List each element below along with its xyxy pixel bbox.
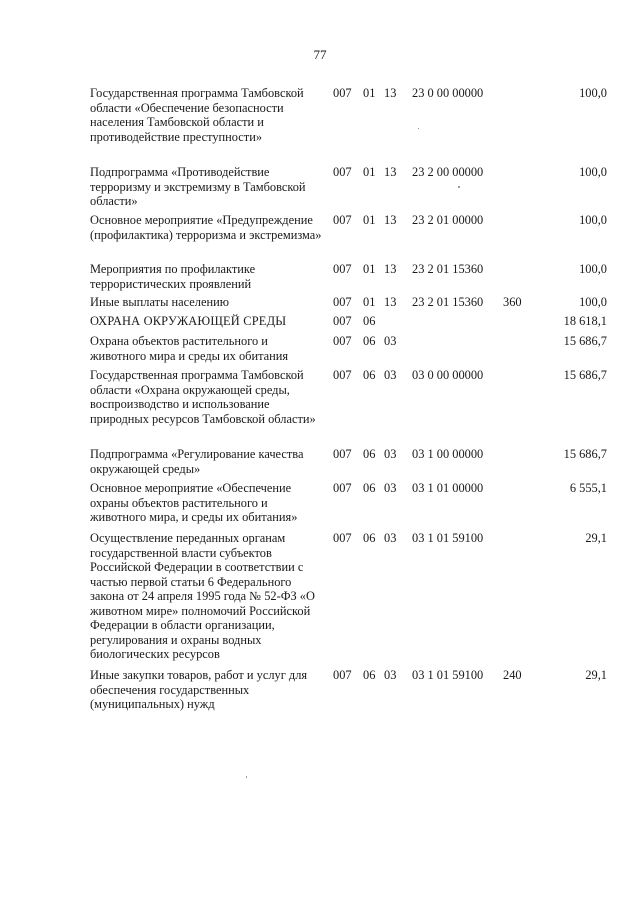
item-name: Подпрограмма «Противодействие терроризму и экстремизму в Тамбовской области» xyxy=(90,165,306,208)
subsection-code: 13 xyxy=(384,262,397,276)
section-code: 06 xyxy=(363,334,376,348)
item-name: Основное мероприятие «Обеспечение охраны объектов растительного и животного мира, и среды их обитания» xyxy=(90,481,298,524)
subsection-code: 03 xyxy=(384,368,397,382)
section-code: 01 xyxy=(363,262,376,276)
amount: 100,0 xyxy=(579,165,607,179)
subsection-code: 13 xyxy=(384,165,397,179)
amount: 100,0 xyxy=(579,295,607,309)
subsection-code: 03 xyxy=(384,334,397,348)
amount: 100,0 xyxy=(579,86,607,100)
subsection-code: 03 xyxy=(384,447,397,461)
ministry-code: 007 xyxy=(333,213,352,227)
section-code: 01 xyxy=(363,213,376,227)
ministry-code: 007 xyxy=(333,481,352,495)
amount: 100,0 xyxy=(579,213,607,227)
section-code: 01 xyxy=(363,165,376,179)
amount: 15 686,7 xyxy=(563,447,607,461)
ministry-code: 007 xyxy=(333,295,352,309)
subsection-code: 13 xyxy=(384,213,397,227)
section-code: 06 xyxy=(363,314,376,328)
ministry-code: 007 xyxy=(333,531,352,545)
section-code: 06 xyxy=(363,481,376,495)
expense-type-code: 240 xyxy=(503,668,522,682)
subsection-code: 03 xyxy=(384,531,397,545)
section-code: 06 xyxy=(363,531,376,545)
ministry-code: 007 xyxy=(333,262,352,276)
item-name: Основное мероприятие «Предупреждение (профилактика) терроризма и экстремизма» xyxy=(90,213,322,242)
target-article-code: 23 2 00 00000 xyxy=(412,165,484,179)
amount: 29,1 xyxy=(585,668,607,682)
ministry-code: 007 xyxy=(333,447,352,461)
amount: 15 686,7 xyxy=(563,334,607,348)
target-article-code: 03 0 00 00000 xyxy=(412,368,484,382)
amount: 29,1 xyxy=(585,531,607,545)
item-name: Иные закупки товаров, работ и услуг для обеспечения государственных (муниципальных) нужд xyxy=(90,668,308,711)
item-name: Иные выплаты населению xyxy=(90,295,229,309)
subsection-code: 13 xyxy=(384,295,397,309)
target-article-code: 23 2 01 15360 xyxy=(412,295,484,309)
scan-speck xyxy=(418,128,419,129)
section-code: 06 xyxy=(363,668,376,682)
amount: 6 555,1 xyxy=(569,481,607,495)
subsection-code: 03 xyxy=(384,481,397,495)
expense-type-code: 360 xyxy=(503,295,522,309)
subsection-code: 13 xyxy=(384,86,397,100)
ministry-code: 007 xyxy=(333,165,352,179)
amount: 18 618,1 xyxy=(563,314,607,328)
section-heading: ОХРАНА ОКРУЖАЮЩЕЙ СРЕДЫ xyxy=(90,314,287,328)
subsection-code: 03 xyxy=(384,668,397,682)
scan-speck xyxy=(458,186,460,188)
ministry-code: 007 xyxy=(333,334,352,348)
section-code: 01 xyxy=(363,86,376,100)
section-code: 01 xyxy=(363,295,376,309)
ministry-code: 007 xyxy=(333,314,352,328)
target-article-code: 23 0 00 00000 xyxy=(412,86,484,100)
target-article-code: 23 2 01 15360 xyxy=(412,262,484,276)
item-name: Государственная программа Тамбовской области «Обеспечение безопасности населения Тамбовской области и противодействие преступности» xyxy=(90,86,304,144)
target-article-code: 03 1 00 00000 xyxy=(412,447,484,461)
amount: 100,0 xyxy=(579,262,607,276)
section-code: 06 xyxy=(363,368,376,382)
item-name: Подпрограмма «Регулирование качества окружающей среды» xyxy=(90,447,304,476)
item-name: Государственная программа Тамбовской области «Охрана окружающей среды, воспроизводство и использование природных ресурсов Тамбовской области» xyxy=(90,368,316,426)
section-code: 06 xyxy=(363,447,376,461)
target-article-code: 03 1 01 59100 xyxy=(412,531,484,545)
target-article-code: 03 1 01 00000 xyxy=(412,481,484,495)
target-article-code: 03 1 01 59100 xyxy=(412,668,484,682)
page-number: 77 xyxy=(313,47,327,62)
ministry-code: 007 xyxy=(333,86,352,100)
scan-speck xyxy=(246,776,247,778)
item-name: Мероприятия по профилактике террористических проявлений xyxy=(90,262,256,291)
item-name: Осуществление переданных органам государственной власти субъектов Российской Федерации в соответствии с частью первой статьи 6 Федерального закона от 24 апреля 1995 года № 52-ФЗ «О животном мире» полномочий Российской Федерации в области организации, регулирования и охраны водных биологических ресурсов xyxy=(90,531,315,661)
amount: 15 686,7 xyxy=(563,368,607,382)
ministry-code: 007 xyxy=(333,668,352,682)
item-name: Охрана объектов растительного и животного мира и среды их обитания xyxy=(90,334,289,363)
ministry-code: 007 xyxy=(333,368,352,382)
target-article-code: 23 2 01 00000 xyxy=(412,213,484,227)
